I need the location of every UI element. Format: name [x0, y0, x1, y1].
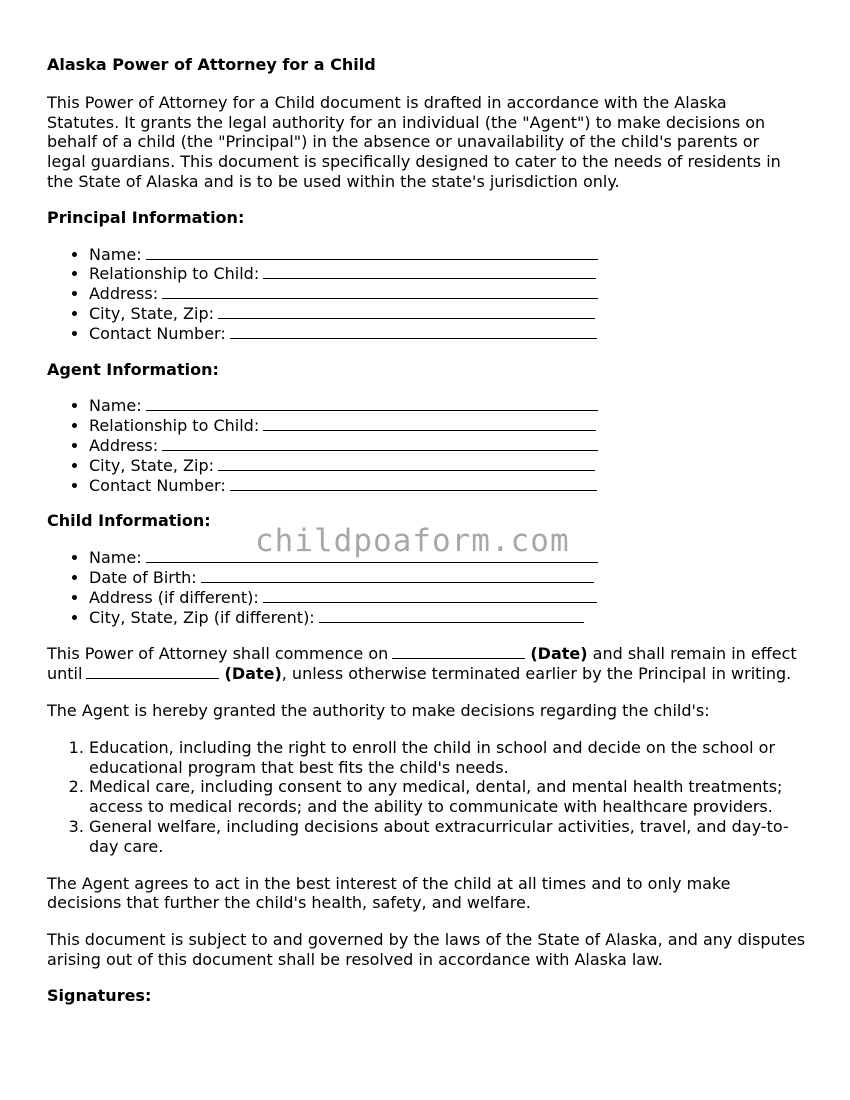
- agreement-paragraph: The Agent agrees to act in the best interest of the child at all times and to only make decisions that further the child's health, safety, and welfare.: [47, 873, 731, 913]
- end-date-blank[interactable]: [86, 664, 219, 679]
- principal-name-field: [89, 245, 807, 265]
- field-label: City, State, Zip:: [89, 455, 215, 475]
- watermark: childpoaform.com: [255, 523, 570, 559]
- principal-fields: [47, 245, 807, 344]
- power-welfare: 3. General welfare, including decisions about extracurricular activities, travel, and day-to-day care.: [89, 817, 804, 857]
- fill-blank[interactable]: [162, 436, 598, 451]
- fill-blank[interactable]: [263, 588, 597, 603]
- agent-city-field: [89, 456, 807, 476]
- fill-blank[interactable]: [146, 396, 598, 411]
- agent-relationship-field: [89, 416, 807, 436]
- term-text-1: This Power of Attorney shall commence on: [47, 644, 389, 664]
- fill-blank[interactable]: [230, 324, 597, 339]
- child-city-field: [89, 608, 807, 628]
- agent-address-field: [89, 436, 807, 456]
- principal-relationship-field: [89, 264, 807, 284]
- signatures-heading: Signatures:: [47, 985, 152, 1005]
- agent-heading: Agent Information:: [47, 359, 219, 379]
- field-label: City, State, Zip:: [89, 303, 215, 323]
- field-label: Date of Birth:: [89, 567, 197, 587]
- child-fields: [47, 548, 807, 627]
- agent-contact-field: [89, 476, 807, 496]
- fill-blank[interactable]: [218, 304, 595, 319]
- agent-name-field: [89, 396, 807, 416]
- child-heading: Child Information:: [47, 511, 211, 531]
- agent-fields: [47, 396, 807, 495]
- fill-blank[interactable]: [162, 284, 598, 299]
- field-label: Address:: [89, 284, 159, 304]
- date-label-2: (Date): [224, 664, 282, 684]
- field-label: Address:: [89, 435, 159, 455]
- term-text-3: , unless otherwise terminated earlier by the Principal in writing.: [281, 664, 792, 684]
- child-address-field: [89, 588, 807, 608]
- principal-contact-field: [89, 324, 807, 344]
- fill-blank[interactable]: [263, 264, 596, 279]
- fill-blank[interactable]: [146, 548, 598, 563]
- intro-paragraph: This Power of Attorney for a Child document is drafted in accordance with the Alaska Statutes. It grants the legal authority for an individual (the "Agent") to make decisions on behalf of a child (the "Principal") in the absence or unavailability of the child's parents or legal guardians. This document is specifically designed to cater to the needs of residents in the State of Alaska and is to be used within the state's jurisdiction only.: [47, 92, 781, 191]
- term-text-2: and shall remain in effect until: [47, 644, 797, 684]
- field-label: Name:: [89, 548, 142, 568]
- child-dob-field: [89, 568, 807, 588]
- date-label-1: (Date): [530, 644, 588, 664]
- term-paragraph: [47, 644, 807, 684]
- principal-city-field: [89, 304, 807, 324]
- principal-address-field: [89, 284, 807, 304]
- authority-intro: The Agent is hereby granted the authority to make decisions regarding the child's:: [47, 700, 710, 720]
- document-title: Alaska Power of Attorney for a Child: [47, 55, 376, 74]
- fill-blank[interactable]: [230, 476, 597, 491]
- field-label: Address (if different):: [89, 587, 259, 607]
- field-label: City, State, Zip (if different):: [89, 607, 315, 627]
- power-education: 1. Education, including the right to enroll the child in school and decide on the school or educational program that best fits the child's needs.: [89, 738, 804, 778]
- power-medical: 2. Medical care, including consent to any medical, dental, and mental health treatments; access to medical records; and the ability to communicate with healthcare providers.: [89, 777, 804, 817]
- field-label: Contact Number:: [89, 475, 226, 495]
- governing-law-paragraph: This document is subject to and governed by the laws of the State of Alaska, and any disputes arising out of this document shall be resolved in accordance with Alaska law.: [47, 930, 806, 969]
- fill-blank[interactable]: [201, 568, 594, 583]
- commence-date-blank[interactable]: [392, 644, 525, 659]
- field-label: Relationship to Child:: [89, 264, 260, 284]
- fill-blank[interactable]: [263, 416, 596, 431]
- fill-blank[interactable]: [218, 456, 595, 471]
- field-label: Contact Number:: [89, 323, 226, 343]
- powers-list: [47, 738, 804, 857]
- document-page: [47, 55, 807, 1005]
- field-label: Name:: [89, 244, 142, 264]
- field-label: Name:: [89, 396, 142, 416]
- principal-heading: Principal Information:: [47, 207, 245, 227]
- fill-blank[interactable]: [146, 245, 598, 260]
- field-label: Relationship to Child:: [89, 416, 260, 436]
- fill-blank[interactable]: [319, 608, 584, 623]
- child-name-field: [89, 548, 807, 568]
